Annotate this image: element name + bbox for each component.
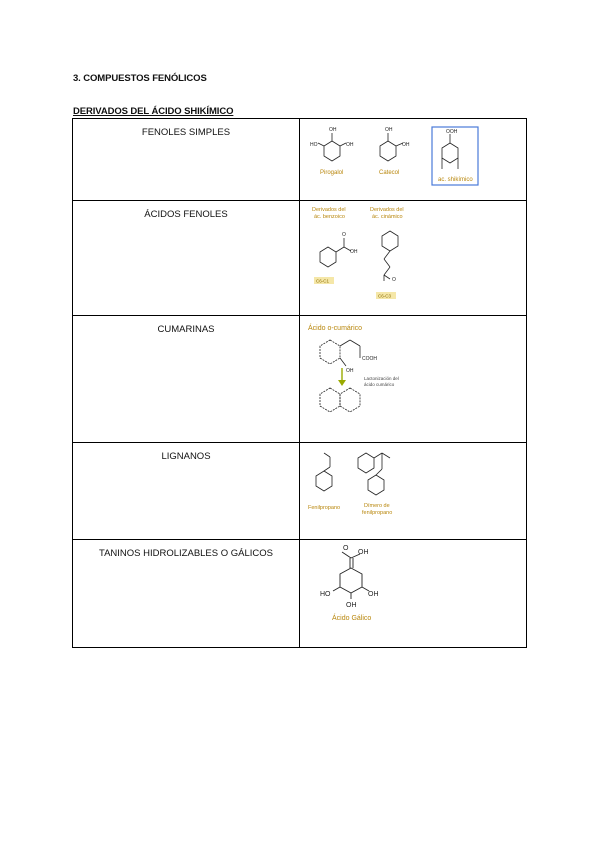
coumarins-structures [300,316,528,434]
table-row [73,443,527,540]
lactonization-note-1: Lactonización del [364,376,399,381]
structure-cell [300,316,527,443]
caption-gallic-acid: Ácido Gálico [332,615,372,622]
caption-cinnamic-1: Derivados del [370,207,404,213]
atom-label: HO [310,142,318,148]
shikimic-ring [442,143,458,163]
caption-benzoic-1: Derivados del [312,207,346,213]
lignans-structures [300,443,528,531]
coumaric-ring [320,340,340,364]
phenolic-acids-structures [300,201,528,307]
caption-dimer-2: fenilpropano [362,510,393,516]
row-label: FENOLES SIMPLES [73,119,300,201]
atom-label: O [342,232,346,238]
atom-label: OH [402,142,410,148]
table-row [73,119,527,201]
lactonization-note-2: ácido cumárico [364,382,395,387]
tag-c6c1: C6-C1 [316,278,330,284]
atom-label: COOH [362,356,377,362]
phenylpropane-ring [316,471,332,491]
structure-cell [300,201,527,316]
atom-label: OH [329,127,337,133]
atom-label: OH [346,142,354,148]
atom-label: O [343,545,349,552]
coumarin-ring [320,388,340,412]
caption-pyrogallol: Pirogalol [320,170,344,176]
atom-label: OH [346,368,354,374]
pyrogallol-ring [324,141,340,161]
cinnamic-ring [382,231,398,251]
row-label: TANINOS HIDROLIZABLES O GÁLICOS [73,540,300,648]
atom-label: OH [346,602,357,609]
caption-phenylpropane: Fenilpropano [308,505,341,511]
structure-cell [300,443,527,540]
atom-label: OH [350,249,358,255]
row-label: LIGNANOS [73,443,300,540]
row-label: ÁCIDOS FENOLES [73,201,300,316]
caption-shikimic: ac. shikímico [438,177,473,183]
atom-label: O [392,277,396,283]
caption-benzoic-2: ác. benzoico [314,214,345,220]
simple-phenols-structures [300,119,528,192]
benzoic-ring [320,247,336,267]
catechol-ring [380,141,396,161]
dimer-ring-a [358,453,374,473]
table-row [73,201,527,316]
atom-label: OH [358,549,369,556]
atom-label: OOH [446,129,458,135]
atom-label: OH [368,591,379,598]
compounds-table [72,118,527,648]
gallic-ring [340,568,362,593]
section-heading: 3. COMPUESTOS FENÓLICOS [73,73,207,84]
row-label: CUMARINAS [73,316,300,443]
structure-cell [300,119,527,201]
arrow-down-icon [338,380,346,386]
caption-dimer-1: Dímero de [364,503,390,509]
atom-label: HO [320,591,331,598]
gallic-acid-structure [300,540,528,639]
lactone-ring [340,388,360,412]
caption-cinnamic-2: ác. cinámico [372,214,403,220]
table-row [73,540,527,648]
tag-c6c3: C6-C3 [378,293,392,299]
structure-cell [300,540,527,648]
atom-label: OH [385,127,393,133]
caption-coumaric: Ácido o-cumárico [308,325,363,332]
table-row [73,316,527,443]
subsection-heading: DERIVADOS DEL ÁCIDO SHIKÍMICO [73,106,234,117]
dimer-ring-b [368,475,384,495]
caption-catechol: Catecol [379,170,400,176]
